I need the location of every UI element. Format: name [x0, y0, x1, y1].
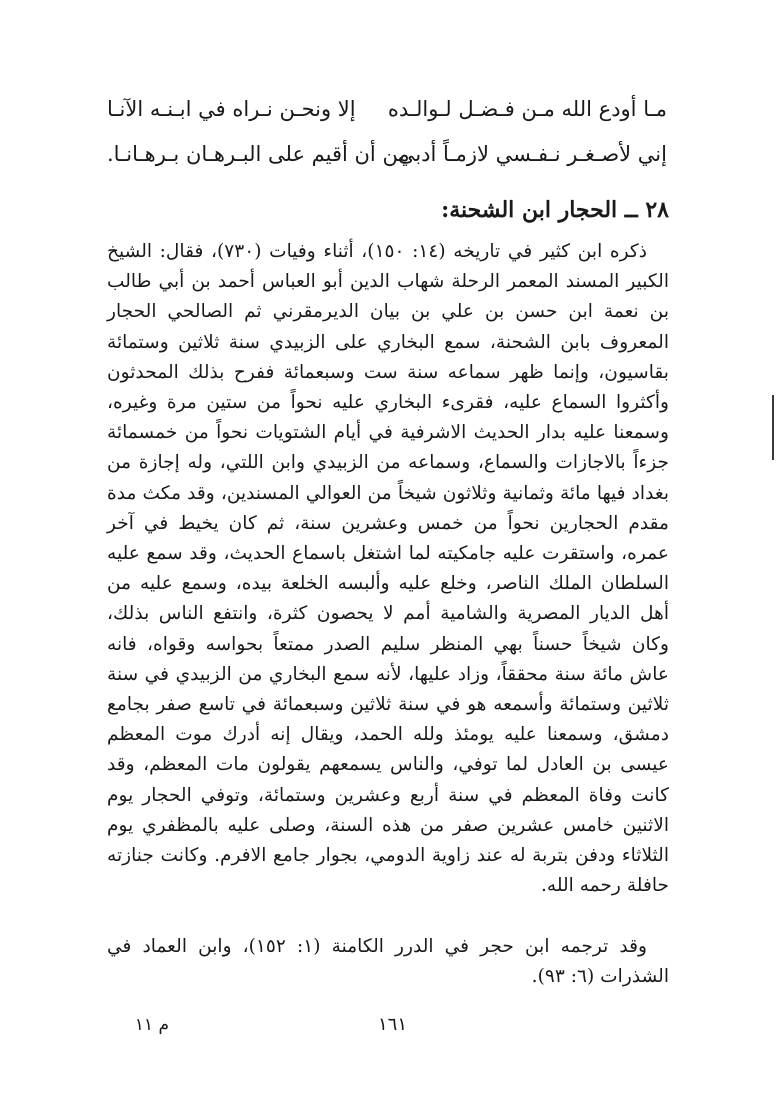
signature-mark: م ١١	[134, 1015, 169, 1035]
scan-edge-mark	[772, 395, 774, 460]
verse-1-second-hemistich: إلا ونحـن نـراه في ابـنـه الآنـا	[107, 97, 356, 121]
poem-verse-1	[107, 92, 667, 126]
poem-verse-2	[107, 137, 667, 171]
section-body-paragraph: ذكره ابن كثير في تاريخه (١٤: ١٥٠)، أثناء وفيات (٧٣٠)، فقال: الشيخ الكبير المسند المعمر الرحلة شهاب الدين أبو العباس أحمد بن أبي طالب بن نعمة ابن حسن بن علي بن بيان الديرمقرني ثم الصالحي الحجار المعروف بابن الشحنة، سمع البخاري على الزبيدي سنة ثلاثين وستمائة بقاسيون، وإنما ظهر سماعه سنة ست وسبعمائة ففرح بذلك المحدثون وأكثروا السماع عليه، فقرىء البخاري عليه نحواً من ستين مرة وغيره، وسمعنا عليه بدار الحديث الاشرفية في أيام الشتويات نحواً من خمسمائة جزءاً بالاجازات والسماع، وسماعه من الزبيدي وابن اللتي، وله إجازة من بغداد فيها مائة وثمانية وثلاثون شيخاً من العوالي المسندين، وقد مكث مدة مقدم الحجارين نحواً من خمس وعشرين سنة، ثم كان يخيط في آخر عمره، واستقرت عليه جامكيته لما اشتغل باسماع الحديث، وقد سمع عليه السلطان الملك الناصر، وخلع عليه وألبسه الخلعة بيده، وسمع عليه من أهل الديار المصرية والشامية أمم لا يحصون كثرة، وانتفع الناس بذلك، وكان شيخاً حسناً بهي المنظر سليم الصدر ممتعاً بحواسه وقواه، فانه عاش مائة سنة محققاً، وزاد عليها، لأنه سمع البخاري من الزبيدي في سنة ثلاثين وستمائة وأسمعه هو في سنة ثلاثين وسبعمائة في تاسع صفر بجامع دمشق، وسمعنا عليه يومئذ ولله الحمد، ويقال إنه أدرك موت المعظم عيسى بن العادل لما توفي، والناس يسمعهم يقولون مات المعظم، وقد كانت وفاة المعظم في سنة أربع وعشرين وستمائة، وتوفي الحجار يوم الاثنين خامس عشرين صفر من هذه السنة، وصلى عليه بالمظفري يوم الثلاثاء ودفن بتربة له عند زاوية الدومي، بجوار جامع الافرم. وكانت جنازته حافلة رحمه الله.	[107, 241, 669, 897]
section-heading: ٢٨ ــ الحجار ابن الشحنة:	[441, 197, 669, 223]
verse-2-first-hemistich: إني لأصـغـر نـفـسي لازمـاً أدبي	[397, 142, 667, 166]
page-number: ١٦١	[377, 1014, 407, 1035]
reference-paragraph: وقد ترجمه ابن حجر في الدرر الكامنة (١: ١٥٢)، وابن العماد في الشذرات (٦: ٩٣).	[107, 936, 669, 988]
verse-1-first-hemistich: مـا أودع الله مـن فـضـل لـوالـده	[387, 97, 667, 121]
verse-2-second-hemistich: من أن أقيم على البـرهـان بـرهـانـا.	[107, 142, 410, 166]
